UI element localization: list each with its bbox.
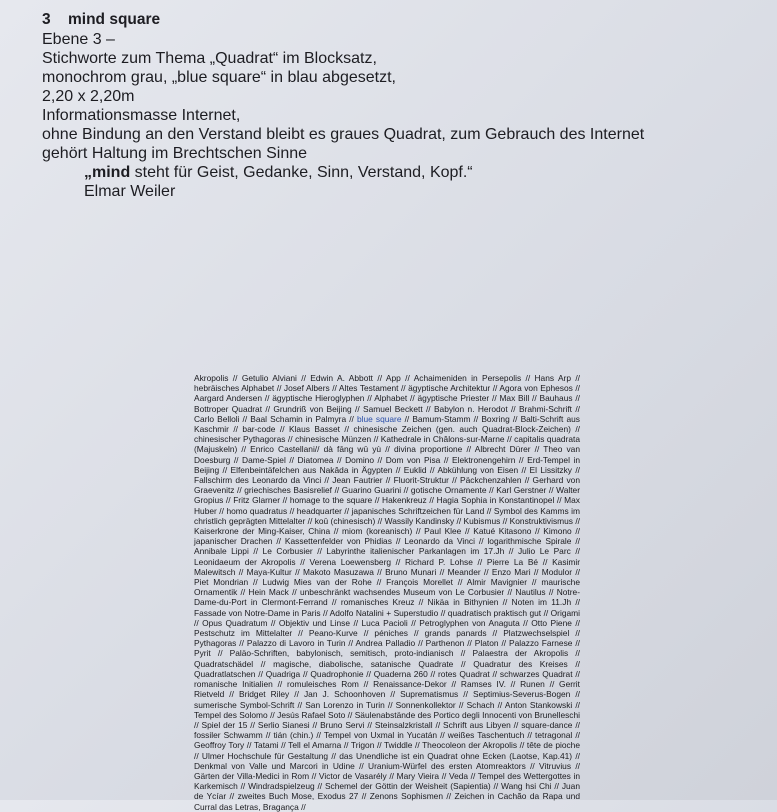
desc-line-1: Ebene 3 – <box>42 31 115 48</box>
header <box>42 10 762 201</box>
keyword-text-before: Akropolis // Getulio Alviani // Edwin A. Abbott // App // Achaimeniden in Persepolis // Hans Arp // hebräisches Alphabet // Josef Albers // Altes Testament // ägyptische Architektur // Agora von Ephesos // Aargard Andersen // ägyptische Hieroglyphen // Alphabet // ägyptische Priester // Max Bill // Bauhaus // Bottroper Quadrat // Grundriß von Beijing // Samuel Beckett // Babylon n. Herodot // Brahmi-Schrift // Carlo Belloli // Baal Schamin in Palmyra // <box>194 373 580 424</box>
section-title <box>42 10 762 30</box>
keyword-block <box>194 373 580 812</box>
desc-line-7: gehört Haltung im Brechtschen Sinne <box>42 145 308 162</box>
blue-square-highlight: blue square <box>356 413 402 424</box>
quote-bold: „mind <box>84 164 131 181</box>
author: Elmar Weiler <box>84 183 176 200</box>
quote <box>42 163 762 182</box>
desc-line-6: ohne Bindung an den Verstand bleibt es graues Quadrat, zum Gebrauch des Internet <box>42 126 645 143</box>
desc-line-2: Stichworte zum Thema „Quadrat“ im Blocksatz, <box>42 50 377 67</box>
keyword-text-after: // Bamum-Stamm // Boxring // Balti-Schrift aus Kaschmir // bar-code // Klaus Basset // chinesische Zeichen (gen. auch Quadrat-Block-Zeichen) // chinesischer Pythagoras // chinesische Münzen // Kathedrale in Châlons-sur-Marne // capitalis quadrata (Majuskeln) // Enrico Castellani// dà fāng wū yù // divina proportione // Albrecht Dürer // Theo van Doesburg // Dame-Spiel // Diatomea // Domino // Dom von Pisa // Elektronengehirn // Erd-Tempel in Beijing // Elfenbeintäfelchen aus Nakâda in Ägypten // Euklid // Abkühlung von Eisen // El Lissitzky // Fallschirm des Leonardo da Vinci // Jean Fautrier // Fluorit-Struktur // Päckchenzahlen // Gerhard von Graevenitz // griechisches Basisrelief // Guarino Guarini // gotische Ornamente // Karl Gerstner // Walter Gropius // Fritz Glarner // homage to the square // Hakenkreuz // Hagia Sophia in Konstantinopel // Max Huber // homo quadratus // headquarter // japanisches Schriftzeichen für Land // Symbol des Kamms im christlich geprägten Mittelalter // koū (chinesisch) // Wassily Kandinsky // Kubismus // Konstruktivismus // Kaiserkrone der Ming-Kaiser, China // miom (koreanisch) // Paul Klee // Katué Kitasono // Kimono // japanischer Drachen // Kassettenfelder von Phidias // Leonardo da Vinci // logarithmische Spirale // Annibale Lippi // Le Corbusier // Labyrinthe italienischer Parkanlagen im 17.Jh // Julio Le Parc // Leonidaeum der Akropolis // Verena Loewensberg // Richard P. Lohse // Pierre La Bé // Kasimir Malewitsch // Maya-Kultur // Makoto Masuzawa // Bruno Munari // Meander // Enzo Mari // Modulor // Piet Mondrian // Ludwig Mies van der Rohe // François Morellet // Almir Mavignier // maurische Ornamentik // Hein Mack // unbeschränkt wachsendes Museum von Le Corbusier // Nautilus // Notre-Dame-du-Port in Clermont-Ferrand // romanisches Kreuz // Nikäa in Bithynien // Noten im 11.Jh // Fassade von Notre-Dame in Paris // Adolfo Natalini + Superstudio // quadratisch praktisch gut // Origami // Opus Quadratum // Objektiv und Linse // Luca Pacioli // Petroglyphen von Anaguta // Otto Piene // Pestschutz im Mittelalter // Peano-Kurve // péniches // grands panards // Platzwechselspiel // Pythagoras // Palazzo di Lavoro in Turin // Andrea Palladio // Parthenon // Platon // Palazzo Farnese // Pyrit // Paläo-Schriften, babylonisch, semitisch, proto-indianisch // Palaestra der Akropolis // Quadratschädel // magische, diabolische, satanische Quadrate // Quadratur des Kreises // Quadratlatschen // Quadriga // Quadrophonie // Quaderna 260 // rotes Quadrat // schwarzes Quadrat // romanische Initialien // romuleisches Rom // Renaissance-Dekor // Ramses IV. // Runen // Gerrit Rietveld // Bridget Riley // Jan J. Schoonhoven // Suprematismus // Septimius-Severus-Bogen // sumerische Symbol-Schrift // San Lorenzo in Turin // Sonnenkollektor // Schach // Anton Stankowski // Tempel des Solomo // Jesús Rafael Soto // Säulenabstände des Portico degli Innocenti von Brunelleschi // Spiel der 15 // Serlio Sianesi // Bruno Servi // Steinsalzkristall // Schrift aus Libyen // square-dance // fossiler Schwamm // tián (chin.) // Tempel von Uxmal in Yucatán // weißes Taschentuch // tetragonal // Geoffroy Tory // Tatami // Tell el Amarna // Trigon // Twiddle // Theocoleon der Akropolis // tête de pioche // Ulmer Hochschule für Gestaltung // das Unendliche ist ein Quadrat ohne Ecken (Laotse, Kap.41) // Denkmal von Valle und Marcori in Udine // Uranium-Würfel des ersten Atomreaktors // Vitruvius // Gärten der Villa-Medici in Rom // Victor de Vasarély // Mary Vieira // Veda // Tempel des Wettergottes in Karkemisch // Windradspielzeug // Schemel der Göttin der Weisheit (Sapientia) // Wang hsi Chi // Juan de Ycíar // zweites Buch Mose, Exodus 27 // Zenons Sophismen // Zeichen in Cachão da Rapa und Curral das Letras, Bragança // <box>194 413 580 812</box>
desc-line-4: 2,20 x 2,20m <box>42 88 135 105</box>
section-title-text: mind square <box>68 11 161 28</box>
desc-line-5: Informationsmasse Internet, <box>42 107 241 124</box>
section-number: 3 <box>42 11 51 28</box>
desc-line-3: monochrom grau, „blue square“ in blau abgesetzt, <box>42 69 396 86</box>
quote-rest: steht für Geist, Gedanke, Sinn, Verstand, Kopf.“ <box>130 164 473 181</box>
